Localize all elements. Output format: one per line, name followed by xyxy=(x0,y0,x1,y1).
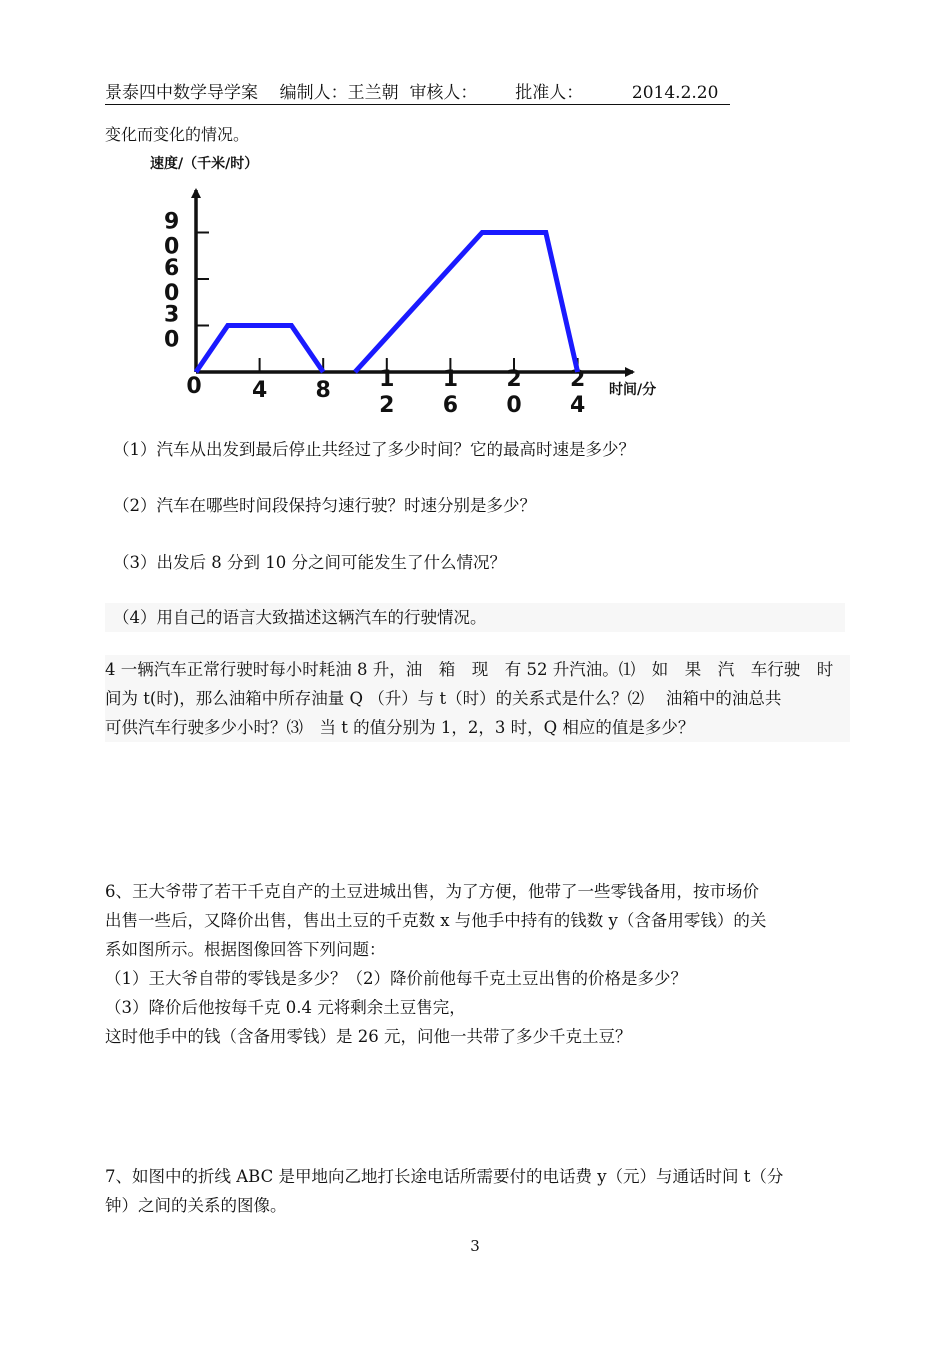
question-2: （2）汽车在哪些时间段保持匀速行驶？时速分别是多少？ xyxy=(113,496,536,515)
x-tick-label: 0 xyxy=(506,393,522,418)
problem-6-line-3: 系如图所示。根据图像回答下列问题： xyxy=(105,940,386,959)
intro-line: 变化而变化的情况。 xyxy=(105,125,250,144)
x-tick-label: 1 xyxy=(379,367,395,392)
page-number: 3 xyxy=(470,1237,480,1255)
question-4: （4）用自己的语言大致描述这辆汽车的行驶情况。 xyxy=(105,603,845,632)
chart-xlabel: 时间/分 xyxy=(609,382,657,398)
y-tick-label: 0 xyxy=(164,234,180,260)
x-tick-label: 6 xyxy=(442,393,459,418)
problem-4-line-1: 4 一辆汽车正常行驶时每小时耗油 8 升，油 箱 现 有 52 升汽油。⑴ 如 果 汽 车行驶 时 xyxy=(105,660,834,679)
header-editor: 编制人：王兰朝 xyxy=(279,83,399,103)
problem-4-line-2: 间为 t(时)，那么油箱中所存油量 Q （升）与 t（时）的关系式是什么？⑵ 油箱中的油总共 xyxy=(105,689,782,708)
x-tick-label: 4 xyxy=(251,378,268,403)
x-tick-label: 2 xyxy=(506,367,522,392)
problem-6 xyxy=(105,877,850,1051)
problem-4-line-3: 可供汽车行驶多少小时？⑶ 当 t 的值分别为 1，2，3 时，Q 相应的值是多少？ xyxy=(105,718,695,737)
problem-6-line-6: 这时他手中的钱（含备用零钱）是 26 元，问他一共带了多少千克土豆？ xyxy=(105,1027,632,1046)
x-tick-label: 2 xyxy=(379,393,395,418)
question-3: （3）出发后 8 分到 10 分之间可能发生了什么情况？ xyxy=(113,553,506,572)
problem-6-line-1: 6、王大爷带了若干千克自产的土豆进城出售，为了方便，他带了一些零钱备用，按市场价 xyxy=(105,882,759,901)
header-approver: 批准人： xyxy=(515,83,584,103)
x-tick-label: 2 xyxy=(569,367,586,392)
x-tick-label: 0 xyxy=(186,374,202,399)
problem-6-line-4: （1）王大爷自带的零钱是多少？（2）降价前他每千克土豆出售的价格是多少？ xyxy=(105,969,687,988)
y-tick-label: 9 xyxy=(164,209,180,235)
problem-7 xyxy=(105,1162,850,1220)
header-school: 景泰四中数学导学案 xyxy=(105,83,258,103)
x-tick-label: 8 xyxy=(315,378,331,403)
page-header xyxy=(105,78,730,105)
problem-7-line-1: 7、如图中的折线 ABC 是甲地向乙地打长途电话所需要付的电话费 y（元）与通话时间 t（分 xyxy=(105,1167,784,1186)
y-tick-label: 3 xyxy=(164,302,180,328)
x-tick-label: 4 xyxy=(569,393,586,418)
problem-7-line-2: 钟）之间的关系的图像。 xyxy=(105,1196,287,1215)
problem-4 xyxy=(105,655,850,742)
y-tick-label: 6 xyxy=(164,256,180,281)
problem-6-line-5: （3）降价后他按每千克 0.4 元将剩余土豆售完， xyxy=(105,998,466,1017)
header-date: 2014.2.20 xyxy=(631,83,719,103)
speed-series-line xyxy=(355,233,578,373)
problem-6-line-2: 出售一些后，又降价出售，售出土豆的千克数 x 与他手中持有的钱数 y（含备用零钱）的关 xyxy=(105,911,767,930)
x-tick-label: 1 xyxy=(442,367,459,392)
y-tick-label: 0 xyxy=(164,281,180,306)
speed-time-chart xyxy=(145,150,685,430)
y-tick-label: 0 xyxy=(164,327,180,353)
question-1: （1）汽车从出发到最后停止共经过了多少时间？它的最高时速是多少？ xyxy=(113,440,635,459)
header-reviewer: 审核人： xyxy=(409,83,478,103)
chart-ylabel: 速度/（千米/时） xyxy=(150,156,259,172)
